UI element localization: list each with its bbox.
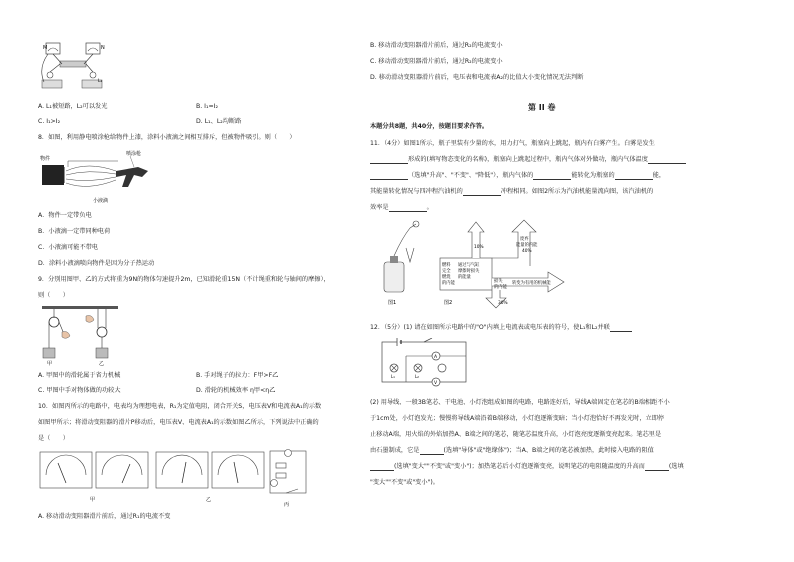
- svg-text:N: N: [101, 45, 105, 51]
- q12-blank-4[interactable]: [645, 464, 669, 471]
- q7-option-c[interactable]: C. I₁>I₂: [38, 118, 61, 125]
- q10-stem-line3: 是（ ）: [38, 435, 69, 442]
- svg-text:10%: 10%: [474, 245, 484, 250]
- q11-blank-7[interactable]: [389, 205, 427, 212]
- q10-label-yi: 乙: [206, 497, 212, 503]
- q9-option-a[interactable]: A. 甲图中的滑轮属于省力机械: [38, 372, 121, 379]
- meter-pair-yi: [156, 452, 264, 503]
- q12-part2-line4: 由石墨制成，它是 (选填"导体"或"绝缘体")；当A、B端之间的笔芯被加热，此时接入电路的阻值: [370, 447, 654, 454]
- q10-label-bing: 丙: [284, 502, 290, 508]
- q9-label-jia: 甲: [47, 361, 53, 366]
- svg-text:转变为有用的机械能: 转变为有用的机械能: [512, 281, 551, 286]
- q8-option-b[interactable]: B．小液滴一定带同种电荷: [38, 228, 111, 235]
- q8-option-d[interactable]: D．涂料小液滴喷向物件是因为分子热运动: [38, 260, 155, 267]
- q11-line3: （选填"升高"、"不变"、"降低"），瓶内气体的 能转化为瓶塞的 能，: [370, 172, 665, 180]
- q11-line1: 11．（4分）如图1所示，瓶子里装有少量的水，用力打气，瓶塞向上跳起，瓶内有白雾产生。白雾是发生: [370, 140, 655, 147]
- q12-part1: 12．（5分）(1) 请在如图所示电路中的"O"内填上电流表或电压表的符号，使L₁和L₂并联: [370, 324, 632, 332]
- q8-option-c[interactable]: C．小液滴可能不带电: [38, 244, 99, 251]
- svg-text:的内能: 的内能: [442, 281, 455, 286]
- svg-text:L₁: L₁: [391, 374, 395, 379]
- part2-description: 本题分共8题，共40分，按题目要求作答。: [370, 123, 489, 130]
- q12-part2-line3: 止移动A端，用火焰的外焰加热A、B端之间的笔芯，随笔芯温度升高，小灯泡亮度逐渐变亮起来。笔芯里是: [370, 431, 662, 438]
- q9-option-d[interactable]: D. 滑轮的机械效率 η甲<η乙: [196, 387, 276, 394]
- svg-text:通过与气缸: 通过与气缸: [458, 263, 480, 268]
- q7-circuit-figure: [38, 38, 110, 94]
- svg-text:燃料: 燃料: [442, 263, 451, 268]
- q10-option-c[interactable]: C. 移动滑动变阻器滑片前后，通过R₂的电流变小: [370, 58, 503, 65]
- q7-option-d[interactable]: D. L₁、L₂均断路: [196, 118, 242, 125]
- q8-label-droplet: 小液滴: [93, 198, 109, 204]
- q11-blank-4[interactable]: [533, 173, 571, 180]
- q11-blank-1[interactable]: [370, 157, 408, 164]
- svg-text:30%: 30%: [498, 301, 508, 306]
- q11-blank-3[interactable]: [370, 173, 408, 180]
- q8-option-a[interactable]: A．物件一定带负电: [38, 212, 92, 219]
- svg-text:40%: 40%: [522, 249, 532, 254]
- q7-option-b[interactable]: B. I₁=I₂: [196, 103, 218, 110]
- svg-text:完全: 完全: [442, 269, 451, 274]
- q12-part2-line2: 于1cm处，小灯泡发光；慢慢将导线A端沿着B端移动，小灯泡逐渐变暗；当小灯泡恰好不再发光时，立即停: [370, 415, 665, 422]
- q12-blank-3[interactable]: [370, 464, 394, 471]
- svg-text:的内能: 的内能: [494, 285, 507, 290]
- svg-text:摩擦时损失: 摩擦时损失: [458, 269, 480, 274]
- q9-option-b[interactable]: B. 手对绳子的拉力：F甲>F乙: [196, 372, 279, 379]
- part2-title: 第 II 卷: [528, 103, 556, 112]
- q9-label-yi: 乙: [99, 361, 105, 366]
- q9-stem-line2: 则（ ）: [38, 292, 69, 299]
- svg-text:图1: 图1: [388, 300, 397, 306]
- q10-option-d[interactable]: D. 移动滑动变阻器滑片前后，电压表和电流表A₂的比值大小变化情况无法判断: [370, 74, 584, 81]
- svg-text:损失: 损失: [494, 279, 503, 284]
- q10-stem-line2: 如图甲所示；将滑动变阻器的滑片P移动后，电压表V、电流表A₁的示数如图乙所示，下列说法中正确的: [38, 419, 319, 426]
- svg-text:A: A: [434, 355, 438, 360]
- q10-option-b[interactable]: B. 移动滑动变阻器滑片前后，通过R₂的电流变小: [370, 42, 503, 49]
- svg-text:图2: 图2: [444, 300, 453, 306]
- q8-spray-figure: [38, 147, 164, 207]
- svg-text:能量的内能: 能量的内能: [516, 243, 538, 248]
- q9-option-c[interactable]: C. 甲图中手对物体做的功较大: [38, 387, 121, 394]
- q12-circuit-figure: [378, 338, 470, 390]
- q10-option-a[interactable]: A. 移动滑动变阻器滑片前后，通过R₁的电流不变: [38, 513, 171, 520]
- q10-stem-line1: 10．如图丙所示的电路中，电表均为理想电表，R₁为定值电阻，闭合开关S，电压表V和电流表A₁的示数: [38, 403, 322, 410]
- q11-blank-6[interactable]: [463, 189, 501, 196]
- svg-text:燃烧: 燃烧: [442, 275, 451, 280]
- q11-energy-flow-figure: [440, 220, 564, 308]
- q9-stem-line1: 9．分别用图甲、乙的方式将重为9N的物体匀速提升2m，已知滑轮重15N（不计绳重和轮与轴间的摩擦），: [38, 276, 330, 283]
- svg-text:的能量: 的能量: [458, 275, 471, 280]
- q11-blank-5[interactable]: [615, 173, 653, 180]
- q7-option-a[interactable]: A. L₁被短路，L₂可以发光: [38, 103, 108, 110]
- q10-meters-figure: [38, 449, 310, 509]
- svg-text:L₂: L₂: [98, 79, 103, 84]
- svg-text:L₂: L₂: [415, 374, 419, 379]
- q8-label-object: 物件: [40, 156, 51, 162]
- svg-text:M: M: [43, 45, 48, 51]
- q11-figures: [372, 218, 572, 310]
- q10-label-jia: 甲: [90, 497, 96, 503]
- svg-text:废弃: 废弃: [520, 237, 529, 242]
- q12-part2-line6: "变大""不变"或"变小")。: [370, 479, 439, 486]
- q11-line2: 形成的(填写物态变化的名称)，瓶塞向上跳起过程中，瓶内气体对外做功，瓶内气体温度: [370, 156, 686, 164]
- svg-text:V: V: [434, 381, 438, 386]
- q11-blank-2[interactable]: [648, 157, 686, 164]
- q11-line5: 效率是 。: [370, 204, 433, 211]
- q12-part2-line1: (2) 用导线、一般3B笔芯、干电池、小灯泡组成如图的电路，电路连好后，导线A端固定在笔芯的B端相距不小: [370, 399, 670, 406]
- q12-part2-line5: (选填"变大""不变"或"变小")；加热笔芯后小灯泡逐渐变亮，说明笔芯的电阻随温度的升高而 (选填: [370, 463, 684, 471]
- meter-pair-jia: [40, 452, 148, 503]
- circuit-bing: [270, 450, 306, 509]
- q9-pulley-figure: [38, 304, 122, 366]
- q12-blank-1[interactable]: [610, 325, 632, 332]
- q11-bottle-figure: [384, 221, 419, 306]
- q11-line4: 其能量转化情况与四冲程汽油机的 冲程相同。如图2所示为汽油机能量流向图，该汽油机的: [370, 188, 654, 195]
- q8-stem: 8．如图，利用静电喷涂枪给物件上漆，涂料小液滴之间相互排斥，但被物件吸引。则（ ）: [38, 134, 296, 141]
- q12-blank-2[interactable]: [420, 448, 444, 455]
- q8-label-gun: 喷涂枪: [126, 151, 142, 157]
